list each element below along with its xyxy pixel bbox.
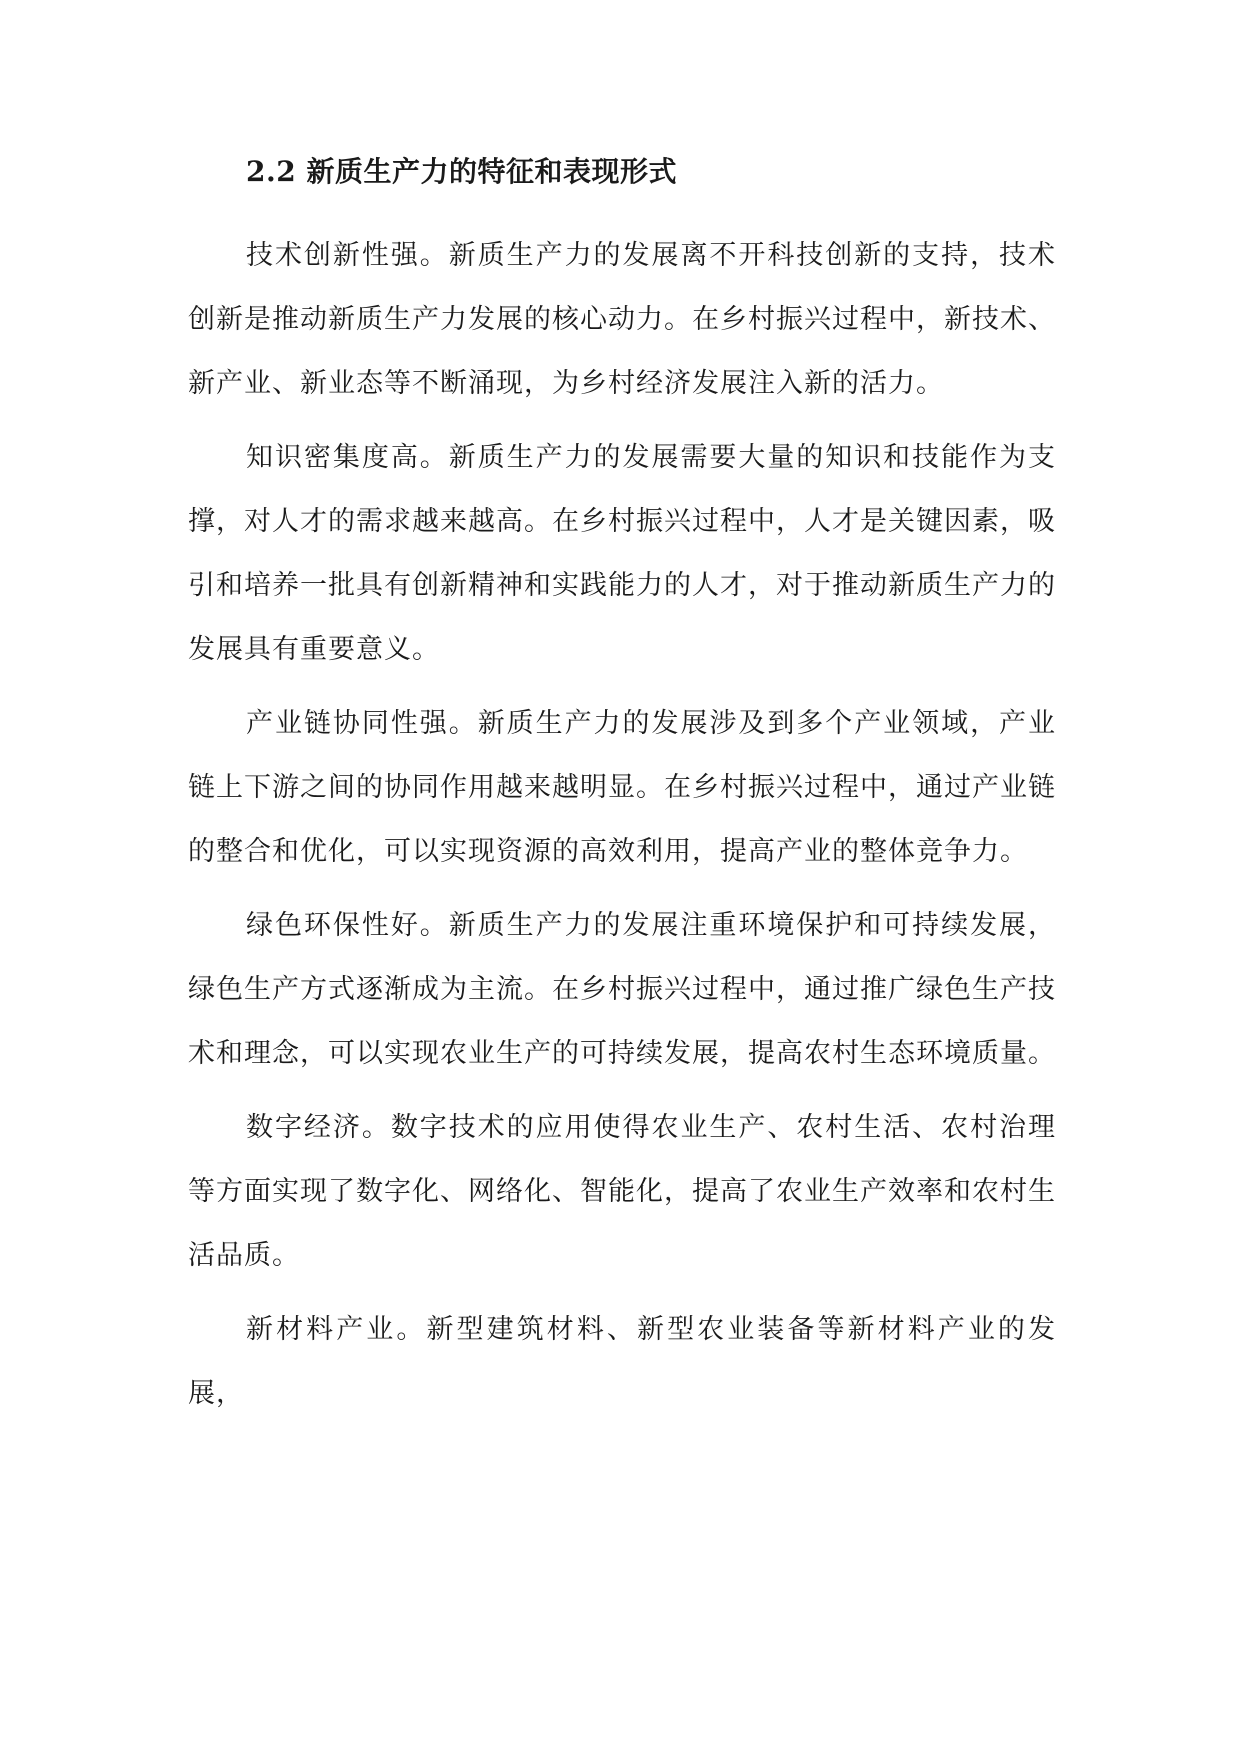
paragraph-new-materials: 新材料产业。新型建筑材料、新型农业装备等新材料产业的发展， — [188, 1314, 1056, 1409]
paragraph-industry-chain: 产业链协同性强。新质生产力的发展涉及到多个产业领域，产业链上下游之间的协同作用越来越明显。在乡村振兴过程中，通过产业链的整合和优化，可以实现资源的高效利用，提高产业的整体竞争力。 — [188, 708, 1056, 867]
paragraph-digital-economy: 数字经济。数字技术的应用使得农业生产、农村生活、农村治理等方面实现了数字化、网络化、智能化，提高了农业生产效率和农村生活品质。 — [188, 1112, 1056, 1271]
document-body — [188, 150, 1056, 1436]
paragraph-knowledge-intensity: 知识密集度高。新质生产力的发展需要大量的知识和技能作为支撑，对人才的需求越来越高。在乡村振兴过程中，人才是关键因素，吸引和培养一批具有创新精神和实践能力的人才，对于推动新质生产力的发展具有重要意义。 — [188, 442, 1056, 665]
paragraph-green-environment: 绿色环保性好。新质生产力的发展注重环境保护和可持续发展，绿色生产方式逐渐成为主流。在乡村振兴过程中，通过推广绿色生产技术和理念，可以实现农业生产的可持续发展，提高农村生态环境质量。 — [188, 910, 1056, 1069]
section-heading: 2.2 新质生产力的特征和表现形式 — [246, 155, 677, 188]
paragraph-tech-innovation: 技术创新性强。新质生产力的发展离不开科技创新的支持，技术创新是推动新质生产力发展的核心动力。在乡村振兴过程中，新技术、新产业、新业态等不断涌现，为乡村经济发展注入新的活力。 — [188, 240, 1056, 399]
